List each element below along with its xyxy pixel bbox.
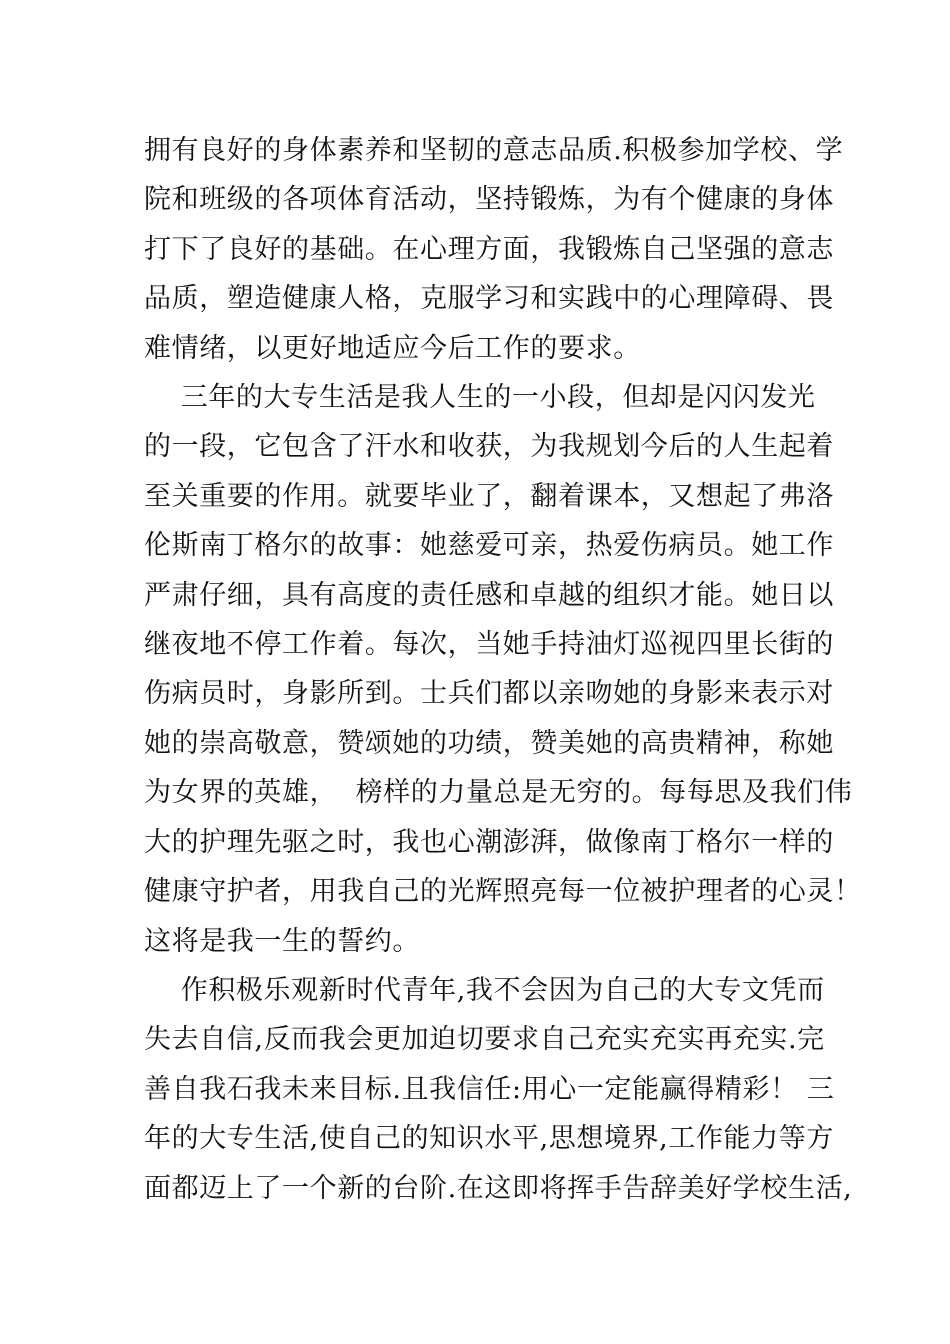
text-line: 善自我石我未来目标.且我信任:用心一定能赢得精彩！ 三 bbox=[144, 1073, 835, 1105]
text-line: 面都迈上了一个新的台阶.在这即将挥手告辞美好学校生活, bbox=[144, 1172, 853, 1204]
text-line: 作积极乐观新时代青年,我不会因为自己的大专文凭而 bbox=[144, 974, 825, 1006]
text-line: 院和班级的各项体育活动，坚持锻炼，为有个健康的身体 bbox=[144, 184, 834, 216]
text-line: 继夜地不停工作着。每次，当她手持油灯巡视四里长街的 bbox=[144, 629, 834, 661]
text-line: 难情绪，以更好地适应今后工作的要求。 bbox=[144, 332, 641, 364]
document-body bbox=[144, 126, 862, 1213]
text-line: 严肃仔细，具有高度的责任感和卓越的组织才能。她日以 bbox=[144, 579, 834, 611]
text-line: 健康守护者，用我自己的光辉照亮每一位被护理者的心灵！ bbox=[144, 876, 862, 908]
text-line: 打下了良好的基础。在心理方面，我锻炼自己坚强的意志 bbox=[144, 233, 834, 265]
text-line: 失去自信,反而我会更加迫切要求自己充实充实再充实.完 bbox=[144, 1024, 825, 1056]
text-line: 伤病员时，身影所到。士兵们都以亲吻她的身影来表示对 bbox=[144, 678, 834, 710]
text-line: 的一段，它包含了汗水和收获，为我规划今后的人生起着 bbox=[144, 431, 834, 463]
text-line: 这将是我一生的誓约。 bbox=[144, 925, 420, 957]
text-line: 品质，塑造健康人格，克服学习和实践中的心理障碍、畏 bbox=[144, 283, 834, 315]
text-line: 她的崇高敬意，赞颂她的功绩，赞美她的高贵精神，称她 bbox=[144, 727, 834, 759]
text-line: 至关重要的作用。就要毕业了，翻着课本，又想起了弗洛 bbox=[144, 480, 834, 512]
text-line: 伦斯南丁格尔的故事：她慈爱可亲，热爱伤病员。她工作 bbox=[144, 530, 834, 562]
text-line: 大的护理先驱之时，我也心潮澎湃，做像南丁格尔一样的 bbox=[144, 826, 834, 858]
text-line: 年的大专生活,使自己的知识水平,思想境界,工作能力等方 bbox=[144, 1123, 834, 1155]
text-line: 为女界的英雄， 榜样的力量总是无穷的。每每思及我们伟 bbox=[144, 777, 853, 809]
text-line: 拥有良好的身体素养和坚韧的意志品质.积极参加学校、学 bbox=[144, 135, 844, 166]
text-line: 三年的大专生活是我人生的一小段，但却是闪闪发光 bbox=[144, 382, 816, 414]
